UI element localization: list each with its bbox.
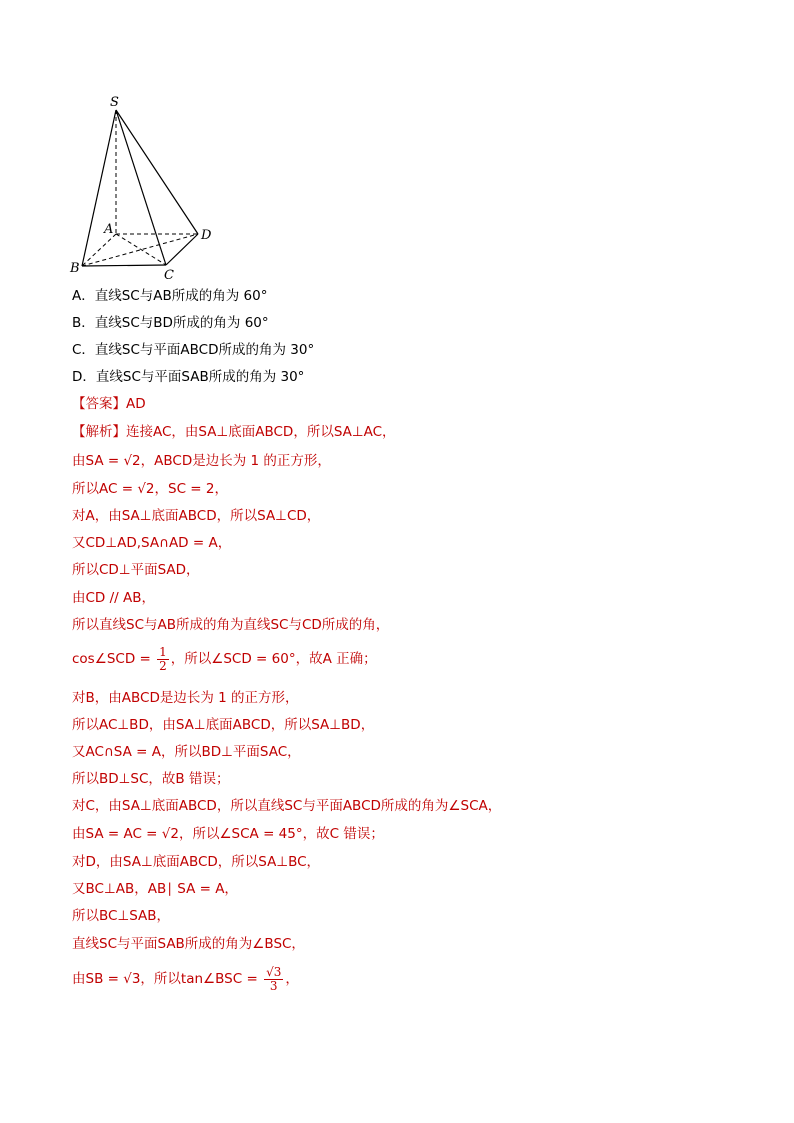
tan-tail: ， (285, 971, 299, 987)
label-s: S (110, 95, 119, 110)
solution-line-16: 对D，由SA⊥底面ABCD，所以SA⊥BC， (72, 854, 321, 870)
fraction-denominator: 2 (159, 658, 167, 673)
solution-line-3: 所以AC = √2，SC = 2， (72, 481, 228, 497)
analysis-label: 【解析】 (72, 424, 126, 440)
solution-line-11: 所以AC⊥BD，由SA⊥底面ABCD，所以SA⊥BD， (72, 717, 375, 733)
cos-conclusion: ，所以∠SCD = 60°，故A 正确； (170, 651, 377, 667)
edge-sd (116, 110, 198, 234)
solution-line-1 (72, 423, 396, 441)
option-c: C．直线SC与平面ABCD所成的角为 30° (72, 342, 315, 358)
pyramid-diagram (68, 92, 248, 282)
option-a: A．直线SC与AB所成的角为 60° (72, 288, 268, 304)
edge-cd (166, 234, 198, 265)
fraction-one-half (157, 646, 169, 673)
solution-line-6: 所以CD⊥平面SAD， (72, 562, 200, 578)
solution-line-8: 所以直线SC与AB所成的角为直线SC与CD所成的角， (72, 617, 390, 633)
label-a: A (104, 222, 114, 237)
solution-line-19: 直线SC与平面SAB所成的角为∠BSC， (72, 936, 305, 952)
solution-line-10: 对B，由ABCD是边长为 1 的正方形， (72, 690, 299, 706)
solution-line-4: 对A，由SA⊥底面ABCD，所以SA⊥CD， (72, 508, 321, 524)
solution-line-5: 又CD⊥AD,SA∩AD = A， (72, 535, 232, 551)
edge-ac (116, 234, 166, 265)
fraction-root3-over-3 (264, 966, 283, 993)
cos-expression: cos∠SCD = (72, 651, 156, 667)
edge-sb (82, 110, 116, 266)
edge-sc (116, 110, 166, 265)
label-d: D (201, 228, 212, 243)
solution-line-tan (72, 962, 299, 996)
solution-line-17: 又BC⊥AB，AB∣ SA = A， (72, 881, 238, 897)
solution-line-13: 所以BD⊥SC，故B 错误； (72, 771, 230, 787)
option-d: D．直线SC与平面SAB所成的角为 30° (72, 369, 305, 385)
solution-line-18: 所以BC⊥SAB， (72, 908, 171, 924)
label-b: B (70, 261, 80, 276)
fraction-denominator: 3 (269, 978, 278, 993)
solution-line-7: 由CD // AB， (72, 590, 155, 606)
fraction-numerator: 1 (159, 644, 167, 659)
label-c: C (164, 268, 174, 282)
option-b: B．直线SC与BD所成的角为 60° (72, 315, 269, 331)
solution-line-12: 又AC∩SA = A，所以BD⊥平面SAC， (72, 744, 301, 760)
fraction-numerator: √3 (266, 964, 282, 979)
edge-bc (82, 265, 166, 266)
answer: 【答案】AD (72, 396, 146, 412)
solution-line-15: 由SA = AC = √2，所以∠SCA = 45°，故C 错误； (72, 826, 384, 842)
pyramid-figure (68, 92, 248, 282)
tan-expression: 由SB = √3，所以tan∠BSC = (72, 971, 263, 987)
solution-text: 连接AC，由SA⊥底面ABCD，所以SA⊥AC， (126, 424, 396, 440)
solution-line-cos (72, 645, 377, 673)
solution-line-2: 由SA = √2，ABCD是边长为 1 的正方形， (72, 453, 331, 469)
solution-line-14: 对C，由SA⊥底面ABCD，所以直线SC与平面ABCD所成的角为∠SCA， (72, 798, 502, 814)
